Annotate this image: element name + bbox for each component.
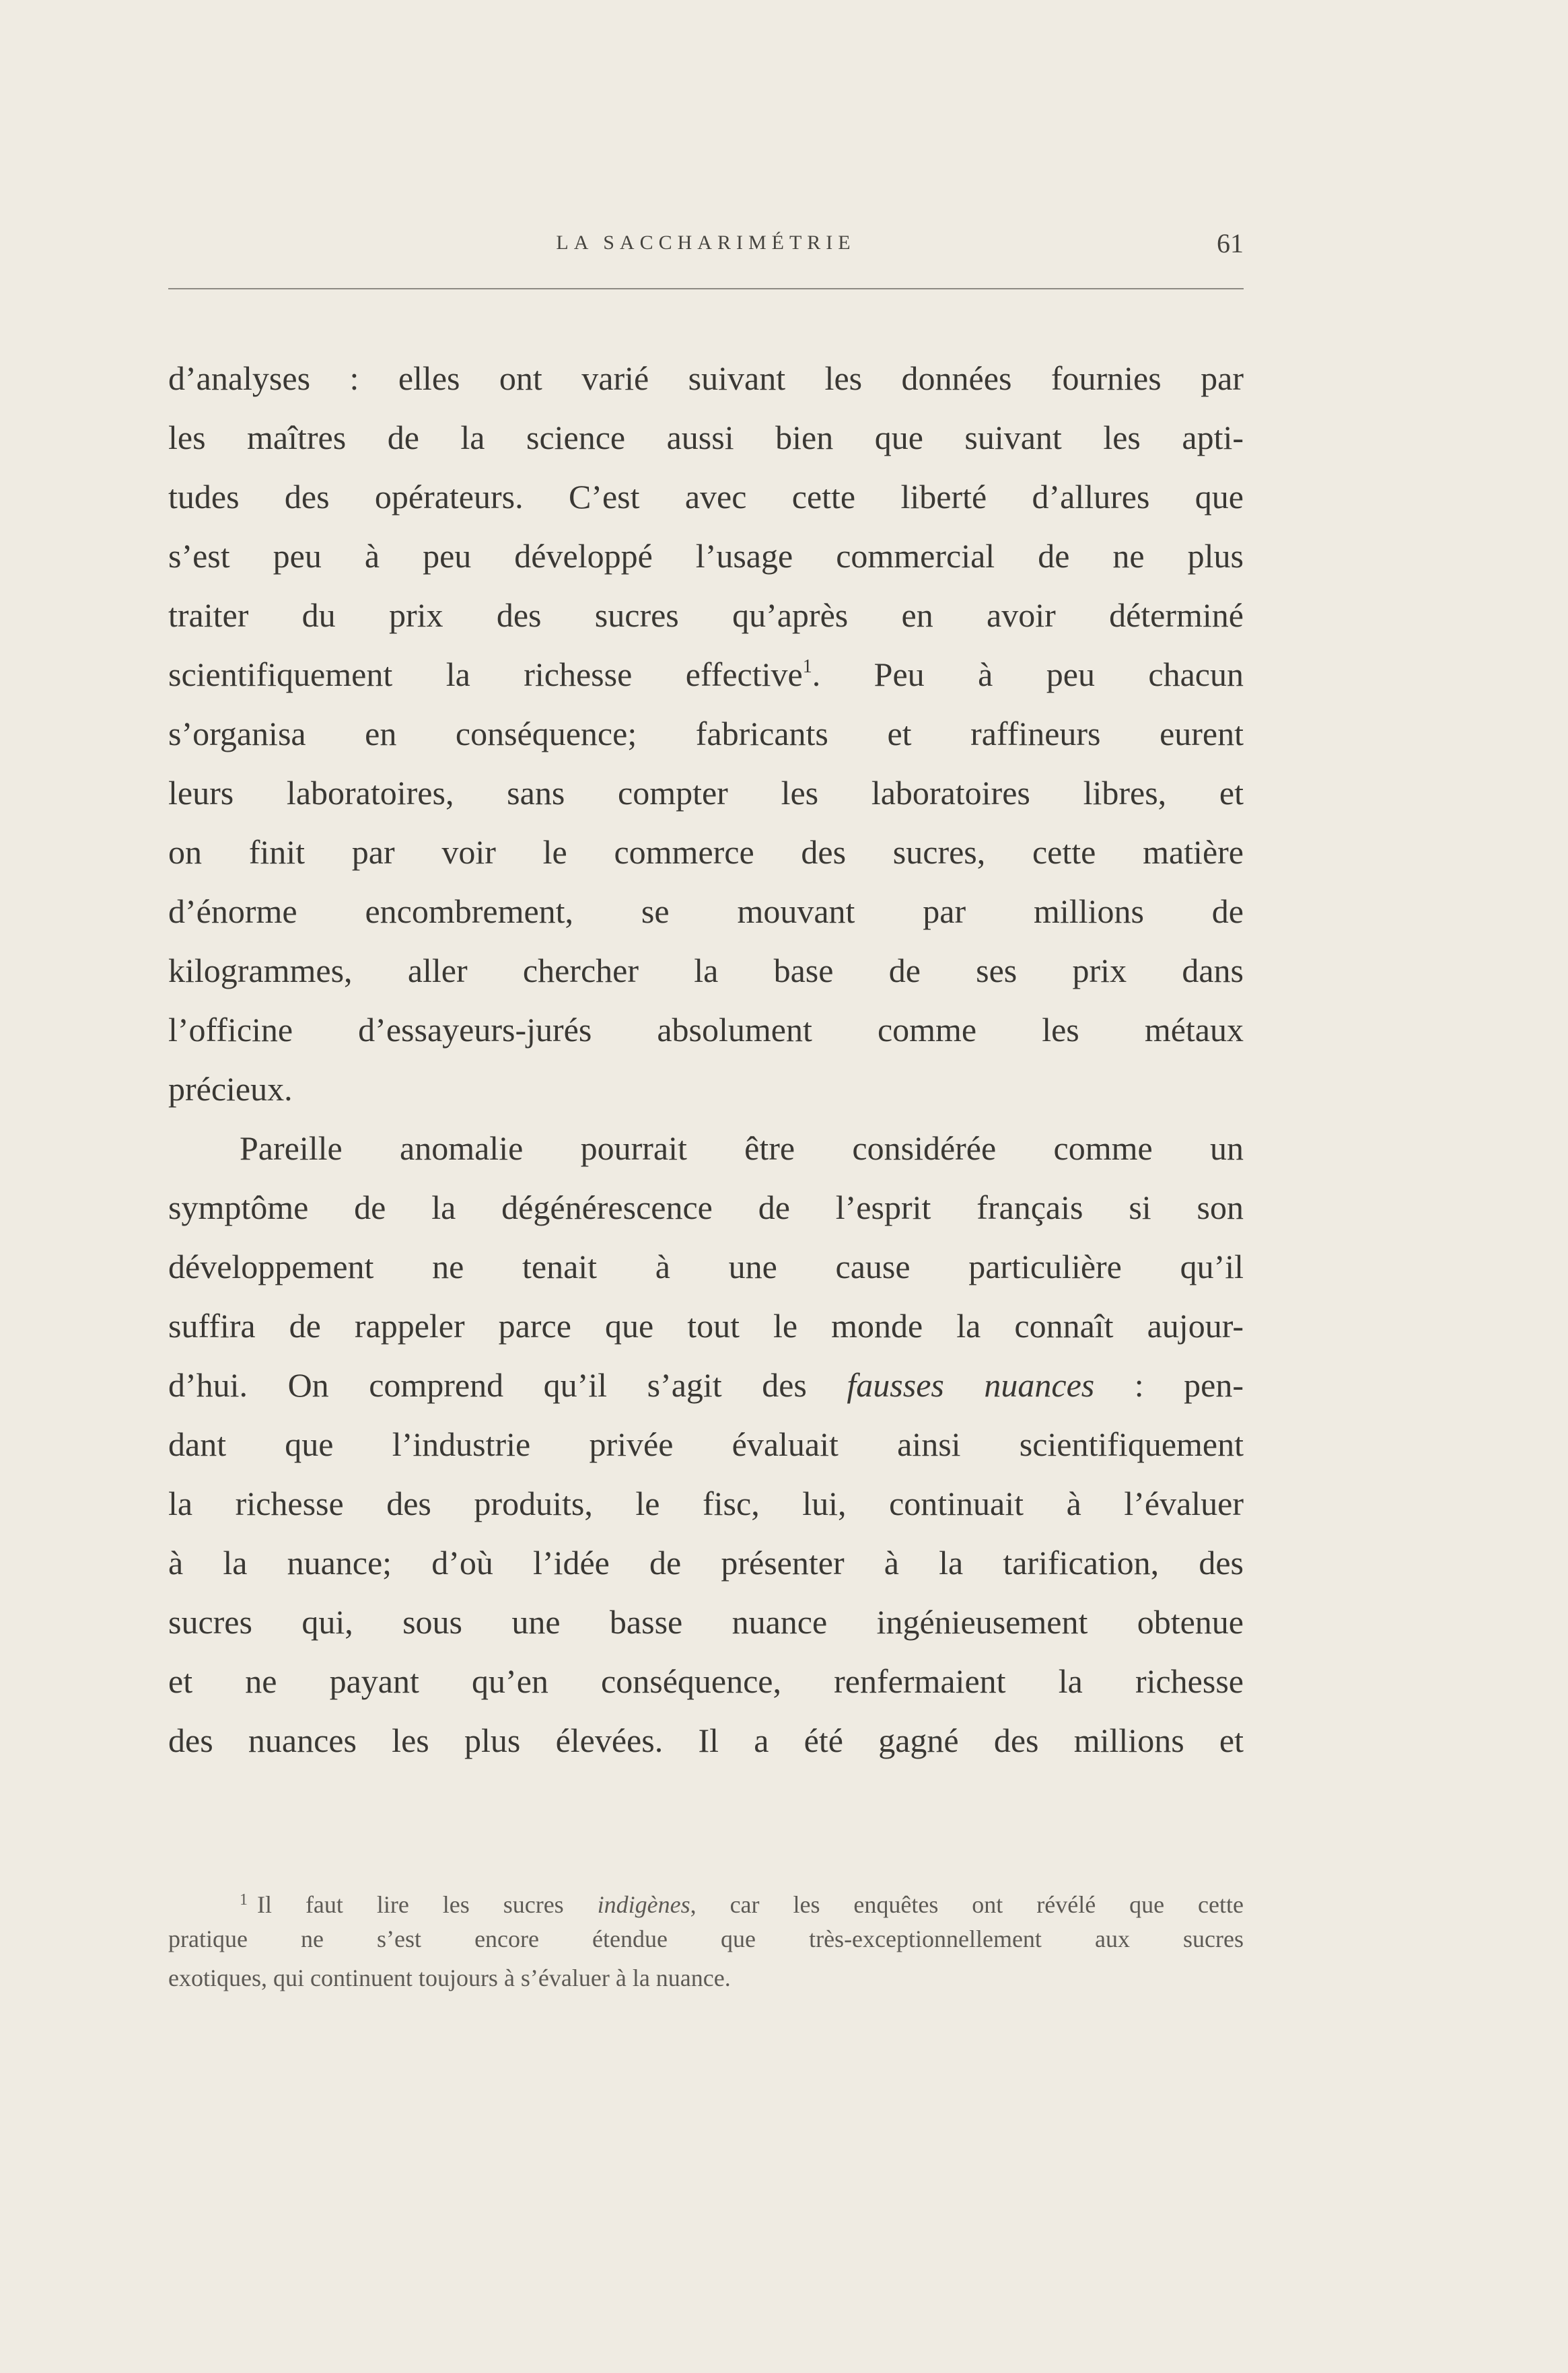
text-line: s’est peu à peu développé l’usage commercial de ne plus (168, 537, 1244, 575)
page-header (168, 228, 1244, 272)
footnote-line: exotiques, qui continuent toujours à s’évaluer à la nuance. (168, 1964, 731, 1991)
text-line: et ne payant qu’en conséquence, renfermaient la richesse (168, 1662, 1244, 1700)
text-line: précieux. (168, 1070, 293, 1108)
header-rule (168, 288, 1244, 289)
text-segment: d’hui. On comprend qu’il s’agit des (168, 1366, 847, 1404)
text-segment: . Peu à peu chacun (812, 656, 1244, 693)
body-text (168, 349, 1244, 1770)
text-line: sucres qui, sous une basse nuance ingénieusement obtenue (168, 1603, 1244, 1641)
text-line: dant que l’industrie privée évaluait ainsi scientifiquement (168, 1425, 1244, 1463)
text-line: tudes des opérateurs. C’est avec cette liberté d’allures que (168, 478, 1244, 516)
page-number: 61 (1217, 228, 1244, 258)
text-line: suffira de rappeler parce que tout le monde la connaît aujour- (168, 1307, 1244, 1345)
text-segment: , car les enquêtes ont révélé que cette (690, 1891, 1244, 1918)
text-line: à la nuance; d’où l’idée de présenter à la tarification, des (168, 1544, 1244, 1582)
running-title: LA SACCHARIMÉTRIE (556, 232, 856, 254)
text-line: les maîtres de la science aussi bien que suivant les apti- (168, 419, 1244, 456)
italic-phrase: fausses nuances (847, 1366, 1095, 1404)
footnote (168, 1880, 1244, 1997)
text-line: développement ne tenait à une cause particulière qu’il (168, 1248, 1244, 1285)
text-line: la richesse des produits, le fisc, lui, continuait à l’évaluer (168, 1485, 1244, 1522)
text-segment: : pen- (1094, 1366, 1244, 1404)
text-line (168, 645, 1244, 704)
text-line (168, 1355, 1244, 1415)
text-line: l’officine d’essayeurs-jurés absolument comme les métaux (168, 1011, 1244, 1049)
text-line: Pareille anomalie pourrait être considérée comme un (240, 1129, 1244, 1167)
text-line: d’énorme encombrement, se mouvant par millions de (168, 892, 1244, 930)
text-segment: scientifiquement la richesse effective (168, 656, 803, 693)
text-line: traiter du prix des sucres qu’après en avoir déterminé (168, 596, 1244, 634)
footnote-reference: 1 (802, 656, 812, 677)
footnote-line (168, 1880, 1244, 1919)
text-line: s’organisa en conséquence; fabricants et raffineurs eurent (168, 715, 1244, 752)
text-segment: Il faut lire les sucres (257, 1891, 598, 1918)
paragraph-1 (168, 349, 1244, 1119)
text-line: symptôme de la dégénérescence de l’esprit français si son (168, 1189, 1244, 1226)
text-line: d’analyses : elles ont varié suivant les données fournies par (168, 359, 1244, 397)
text-line: leurs laboratoires, sans compter les laboratoires libres, et (168, 774, 1244, 812)
text-line: des nuances les plus élevées. Il a été gagné des millions et (168, 1722, 1244, 1759)
paragraph-2 (168, 1119, 1244, 1770)
text-line: on finit par voir le commerce des sucres, cette matière (168, 833, 1244, 871)
footnote-line: pratique ne s’est encore étendue que très-exceptionnellement aux sucres (168, 1925, 1244, 1952)
italic-phrase: indigènes (597, 1891, 690, 1918)
footnote-mark: 1 (240, 1891, 248, 1909)
text-line: kilogrammes, aller chercher la base de ses prix dans (168, 952, 1244, 989)
